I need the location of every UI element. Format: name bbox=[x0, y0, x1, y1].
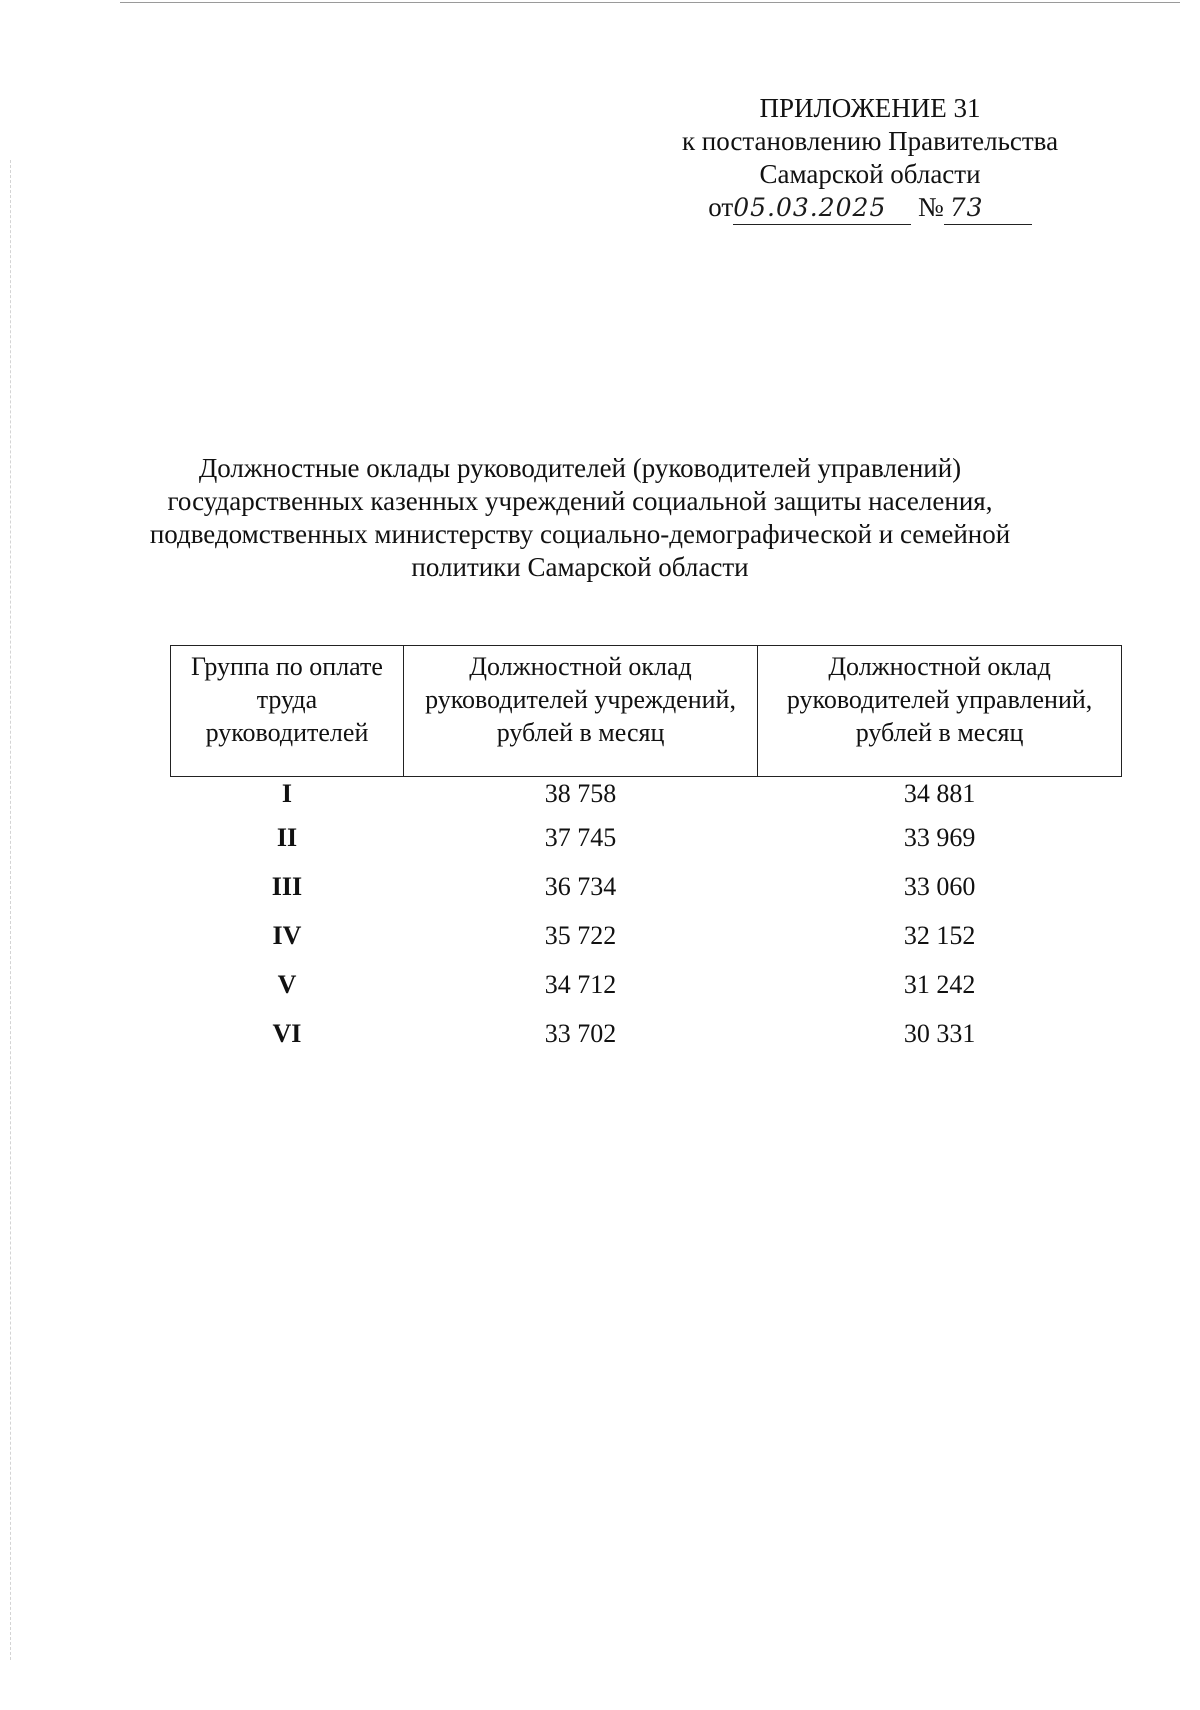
table-header-row bbox=[171, 646, 1122, 777]
appendix-title: ПРИЛОЖЕНИЕ 31 bbox=[759, 93, 981, 123]
institution-salary-cell: 33 702 bbox=[544, 1019, 617, 1048]
department-salary-cell: 31 242 bbox=[903, 970, 976, 999]
table-row bbox=[171, 911, 1122, 960]
table-row bbox=[171, 1009, 1122, 1058]
header-group: Группа по оплате труда руководителей bbox=[171, 646, 404, 777]
document-title-line: политики Самарской области bbox=[411, 552, 749, 582]
institution-salary-cell: 34 712 bbox=[544, 970, 617, 999]
table-row bbox=[171, 777, 1122, 814]
group-cell: V bbox=[277, 970, 297, 999]
header-institution-salary: Должностной оклад руководителей учреждений, рублей в месяц bbox=[403, 646, 757, 777]
appendix-line-1: к постановлению Правительства bbox=[681, 126, 1059, 156]
department-salary-cell: 33 060 bbox=[903, 872, 976, 901]
appendix-line-2: Самарской области bbox=[759, 159, 981, 189]
group-cell: III bbox=[271, 872, 303, 901]
group-cell: II bbox=[276, 823, 298, 852]
salary-table bbox=[170, 645, 1122, 1058]
appendix-date-line bbox=[640, 191, 1100, 225]
scan-edge-line bbox=[120, 2, 1180, 3]
handwritten-number: 73 bbox=[949, 193, 984, 222]
scan-left-artifact bbox=[10, 160, 11, 1660]
number-sign: № bbox=[917, 192, 944, 222]
document-title-line: Должностные оклады руководителей (руководителей управлений) bbox=[198, 453, 962, 483]
department-salary-cell: 32 152 bbox=[903, 921, 976, 950]
institution-salary-cell: 37 745 bbox=[544, 823, 617, 852]
institution-salary-cell: 35 722 bbox=[544, 921, 617, 950]
institution-salary-cell: 36 734 bbox=[544, 872, 617, 901]
date-prefix: от bbox=[708, 192, 734, 222]
department-salary-cell: 33 969 bbox=[903, 823, 976, 852]
number-underline bbox=[944, 191, 1032, 225]
handwritten-date: 05.03.2025 bbox=[733, 193, 887, 222]
table-row bbox=[171, 862, 1122, 911]
header-department-salary: Должностной оклад руководителей управлений, рублей в месяц bbox=[758, 646, 1122, 777]
table-row bbox=[171, 813, 1122, 862]
date-underline bbox=[733, 191, 911, 225]
document-title bbox=[130, 452, 1030, 584]
document-title-line: подведомственных министерству социально-демографической и семейной bbox=[149, 519, 1011, 549]
department-salary-cell: 30 331 bbox=[903, 1019, 976, 1048]
appendix-header bbox=[640, 92, 1100, 225]
document-title-line: государственных казенных учреждений социальной защиты населения, bbox=[167, 486, 993, 516]
group-cell: VI bbox=[272, 1019, 302, 1048]
group-cell: I bbox=[281, 779, 293, 808]
group-cell: IV bbox=[272, 921, 302, 950]
table-row bbox=[171, 960, 1122, 1009]
institution-salary-cell: 38 758 bbox=[544, 779, 617, 808]
department-salary-cell: 34 881 bbox=[903, 779, 976, 808]
